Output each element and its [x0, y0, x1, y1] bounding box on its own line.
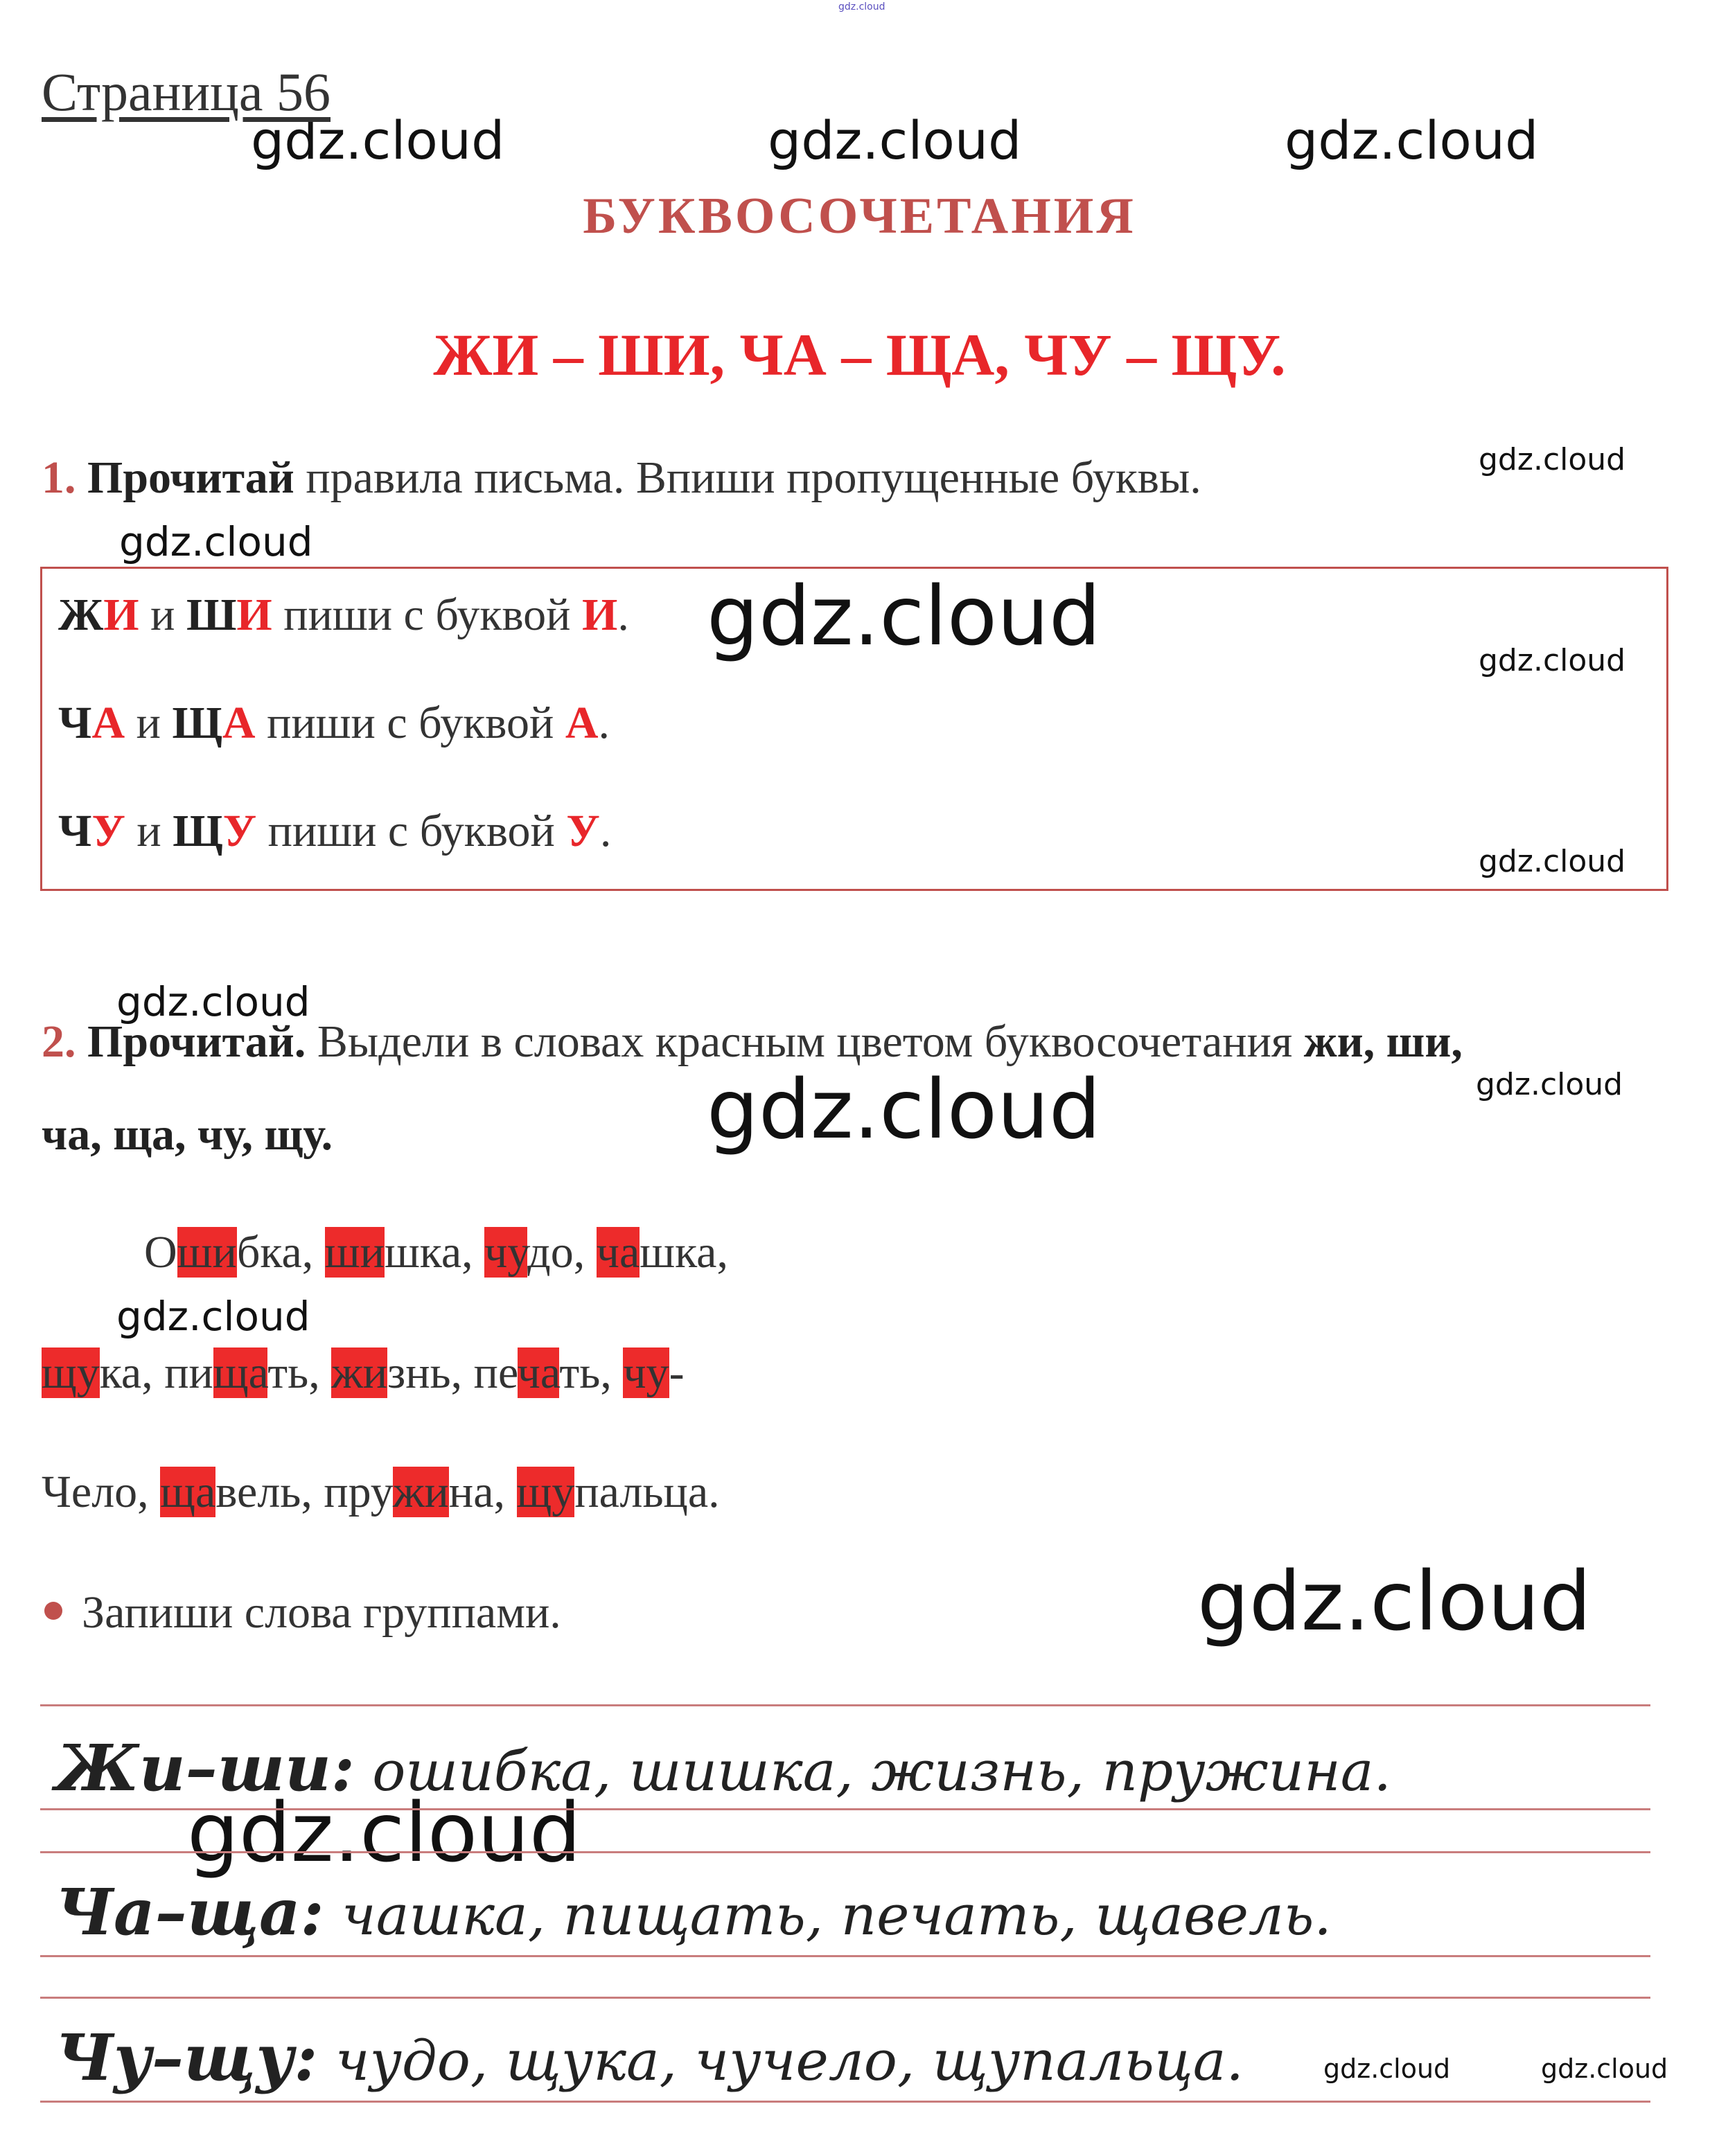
rule-vowel: И: [103, 590, 139, 640]
rule-consonant: Ч: [58, 806, 92, 856]
rule-vowel: А: [222, 698, 256, 748]
task-2-heading: [42, 1016, 1463, 1068]
word: Ошибка,: [144, 1227, 325, 1278]
ruled-line: [40, 1704, 1650, 1706]
rule-line: [58, 805, 611, 858]
answer-words: ошибка, шишка, жизнь, пружина.: [354, 1739, 1391, 1803]
word: щупальца.: [516, 1467, 720, 1517]
highlighted-combo: ши: [324, 1227, 385, 1278]
word-line-2: [42, 1347, 685, 1399]
answer-words: чудо, щука, чучело, щупальца.: [317, 2029, 1244, 2093]
watermark: gdz.cloud: [1541, 2053, 1668, 2084]
answer-line: [55, 2020, 1244, 2095]
rule-vowel: А: [91, 698, 125, 748]
watermark: gdz.cloud: [187, 1785, 581, 1880]
rule-consonant: Ш: [186, 590, 237, 640]
highlighted-combo: чу: [623, 1348, 669, 1398]
highlighted-combo: щу: [42, 1348, 100, 1398]
highlighted-combo: жи: [331, 1348, 388, 1398]
section-title: БУКВОСОЧЕТАНИЯ: [583, 188, 1136, 245]
highlighted-combo: ща: [213, 1348, 268, 1398]
task-number: 1.: [42, 452, 76, 503]
watermark: gdz.cloud: [119, 518, 313, 565]
watermark: gdz.cloud: [1479, 442, 1626, 477]
watermark: gdz.cloud: [1197, 1553, 1592, 1649]
highlighted-combo: ча: [517, 1348, 560, 1398]
highlighted-combo: ща: [160, 1467, 216, 1517]
watermark-tiny: gdz.cloud: [838, 1, 885, 12]
task-verb: Прочитай: [87, 452, 294, 503]
rule-text: и: [125, 698, 173, 748]
ruled-line: [40, 1851, 1650, 1853]
watermark: gdz.cloud: [1476, 1067, 1623, 1102]
rule-letter: У: [566, 806, 600, 856]
rule-consonant: Ж: [58, 590, 104, 640]
task-combos: ча, ща, чу, щу.: [42, 1109, 333, 1160]
watermark: gdz.cloud: [707, 1061, 1101, 1157]
rule-letter: А: [565, 698, 599, 748]
word: печать,: [473, 1348, 624, 1398]
section-subtitle: ЖИ – ШИ, ЧА – ЩА, ЧУ – ЩУ.: [433, 321, 1286, 388]
word: щука,: [42, 1348, 165, 1398]
answer-label: Чу–щу:: [55, 2020, 318, 2095]
rule-text: .: [598, 698, 610, 748]
highlighted-combo: жи: [392, 1467, 449, 1517]
answer-label: Жи–ши:: [55, 1731, 355, 1805]
task-combos: жи, ши,: [1303, 1016, 1463, 1067]
word: Чело,: [42, 1467, 161, 1517]
rule-consonant: Щ: [172, 698, 222, 748]
rule-text: .: [599, 806, 612, 856]
watermark: gdz.cloud: [1479, 844, 1626, 879]
rule-text: пиши с буквой: [256, 806, 567, 856]
rule-letter: И: [582, 590, 618, 640]
rule-consonant: Щ: [173, 806, 223, 856]
rule-text: пиши с буквой: [255, 698, 565, 748]
rule-consonant: Ч: [58, 698, 92, 748]
highlighted-combo: щу: [516, 1467, 575, 1517]
highlighted-combo: ши: [177, 1227, 237, 1278]
task-text: Выдели в словах красным цветом буквосочетания: [306, 1016, 1304, 1067]
rule-text: пиши с буквой: [272, 590, 583, 640]
word: чудо,: [484, 1227, 597, 1278]
highlighted-combo: ча: [596, 1227, 640, 1278]
word: шишка,: [324, 1227, 485, 1278]
word: пищать,: [164, 1348, 332, 1398]
word-line-3: [42, 1466, 720, 1519]
highlighted-combo: чу: [484, 1227, 528, 1278]
answer-label: Ча–ща:: [55, 1875, 324, 1950]
rule-line: [58, 697, 610, 750]
rule-vowel: У: [222, 806, 257, 856]
word-line-1: [144, 1226, 728, 1279]
word: чашка,: [596, 1227, 728, 1278]
ruled-line: [40, 1997, 1650, 1999]
task-1-heading: [42, 452, 1201, 504]
bullet-icon: [44, 1602, 62, 1620]
watermark: gdz.cloud: [1323, 2053, 1451, 2084]
watermark: gdz.cloud: [768, 109, 1022, 171]
ruled-line: [40, 1808, 1650, 1810]
task-number: 2.: [42, 1016, 76, 1067]
page-label: Страница 56: [42, 62, 331, 122]
watermark: gdz.cloud: [116, 1293, 310, 1340]
answer-line: [55, 1875, 1332, 1950]
rule-text: и: [125, 806, 173, 856]
rule-text: .: [617, 590, 629, 640]
answer-words: чашка, пищать, печать, щавель.: [324, 1883, 1332, 1947]
watermark: gdz.cloud: [1285, 109, 1539, 171]
watermark: gdz.cloud: [251, 109, 505, 171]
word: чу-: [623, 1348, 685, 1398]
ruled-line: [40, 1955, 1650, 1957]
task-verb: Прочитай.: [87, 1016, 306, 1067]
watermark: gdz.cloud: [116, 978, 310, 1025]
rule-vowel: И: [236, 590, 272, 640]
watermark: gdz.cloud: [1479, 643, 1626, 678]
watermark: gdz.cloud: [707, 568, 1101, 664]
word: щавель,: [160, 1467, 324, 1517]
ruled-line: [40, 2101, 1650, 2103]
task-text: правила письма. Впиши пропущенные буквы.: [294, 452, 1201, 503]
word: пружина,: [324, 1467, 517, 1517]
task-3-instruction: Запиши слова группами.: [82, 1587, 561, 1638]
word: жизнь,: [331, 1348, 474, 1398]
answer-line: [55, 1731, 1391, 1805]
task-2-heading-cont: [42, 1108, 333, 1161]
rule-text: и: [139, 590, 186, 640]
rule-line: [58, 589, 629, 642]
rule-vowel: У: [91, 806, 125, 856]
